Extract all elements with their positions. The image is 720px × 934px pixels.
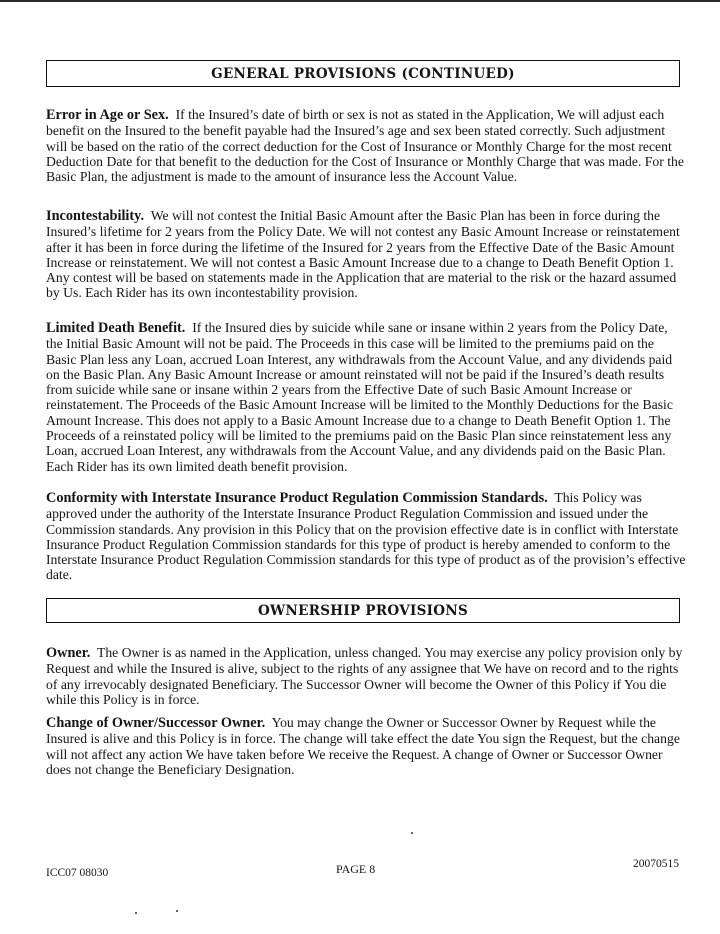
- provision-heading: Incontestability.: [46, 208, 145, 224]
- scan-speck: [411, 832, 413, 834]
- provision-body: The Owner is as named in the Application, unless changed. You may exercise any policy provision only by Request and while the Insured is alive, subject to the rights of any assignee that We have on record and to the rights of any irrevocably designated Beneficiary. The Successor Owner will become the Owner of this Policy if You die while this Policy is in force.: [46, 645, 683, 707]
- provision-heading: Change of Owner/Successor Owner.: [46, 715, 266, 731]
- general-provisions-title: GENERAL PROVISIONS (CONTINUED): [211, 66, 515, 82]
- incontestability-provision: [46, 208, 686, 301]
- scan-speck: [176, 910, 178, 912]
- conformity-provision: [46, 490, 686, 583]
- error-in-age-or-sex-provision: [46, 107, 686, 184]
- date-code: 20070515: [633, 858, 679, 870]
- limited-death-benefit-provision: [46, 320, 686, 474]
- page-number: PAGE 8: [336, 862, 376, 876]
- ownership-provisions-title: OWNERSHIP PROVISIONS: [257, 603, 469, 619]
- provision-heading: Conformity with Interstate Insurance Product Regulation Commission Standards.: [46, 490, 548, 506]
- provision-body: We will not contest the Initial Basic Amount after the Basic Plan has been in force during the Insured’s lifetime for 2 years from the Policy Date. We will not contest any Basic Amount Increase or reinstatement after it has been in force during the lifetime of the Insured for 2 years from the Effective Date of the Basic Amount Increase or reinstatement. We will not contest a Basic Amount Increase due to a change to Death Benefit Option 1. Any contest will be based on statements made in the Application that are material to the risk or the hazard assumed by Us. Each Rider has its own incontestability provision.: [46, 208, 680, 301]
- change-of-owner-provision: [46, 715, 686, 777]
- owner-provision: [46, 645, 686, 707]
- provision-body: If the Insured dies by suicide while sane or insane within 2 years from the Policy Date, the Initial Basic Amount will not be paid. The Proceeds in this case will be limited to the premiums paid on the Basic Plan less any Loan, accrued Loan Interest, any withdrawals from the Account Value, and any dividends paid on the Basic Plan. Any Basic Amount Increase or amount reinstated will not be paid if the Insured’s death results from suicide while sane or insane within 2 years from the Effective Date of such Basic Amount Increase or reinstatement. The Proceeds of the Basic Amount Increase will be limited to the Monthly Deductions for the Basic Amount Increase. This does not apply to a Basic Amount Increase due to a change to Death Benefit Option 1. The Proceeds of a reinstated policy will be limited to the premiums paid on the Basic Plan since reinstatement less any Loan, accrued Loan Interest, any withdrawals from the Account Value, and any dividends paid on the Basic Plan. Each Rider has its own limited death benefit provision.: [46, 320, 673, 474]
- form-number: ICC07 08030: [46, 867, 109, 879]
- top-rule: [0, 0, 720, 2]
- provision-body: This Policy was approved under the authority of the Interstate Insurance Product Regulation Commission and issued under the Commission standards. Any provision in this Policy that on the provision effective date is in conflict with Interstate Insurance Product Regulation Commission standards for this type of product is hereby amended to conform to the Interstate Insurance Product Regulation Commission standards for this type of product as of the provision’s effective date.: [46, 490, 686, 583]
- general-provisions-heading: [46, 60, 680, 87]
- provision-heading: Owner.: [46, 645, 91, 661]
- provision-body: You may change the Owner or Successor Owner by Request while the Insured is alive and this Policy is in force. The change will take effect the date You sign the Request, but the change will not affect any action We have taken before We receive the Request. A change of Owner or Successor Owner does not change the Beneficiary Designation.: [46, 715, 680, 777]
- provision-heading: Limited Death Benefit.: [46, 320, 186, 336]
- scan-speck: [135, 912, 137, 914]
- provision-heading: Error in Age or Sex.: [46, 107, 169, 123]
- ownership-provisions-heading: [46, 598, 680, 623]
- provision-body: If the Insured’s date of birth or sex is not as stated in the Application, We will adjust each benefit on the Insured to the benefit payable had the Insured’s age and sex been stated correctly. Such adjustment will be based on the ratio of the correct deduction for the Cost of Insurance or Monthly Charge for the most recent Deduction Date for that benefit to the deduction for the Cost of Insurance or Monthly Charge that was made. For the Basic Plan, the adjustment is made to the amount of insurance less the Account Value.: [46, 107, 684, 185]
